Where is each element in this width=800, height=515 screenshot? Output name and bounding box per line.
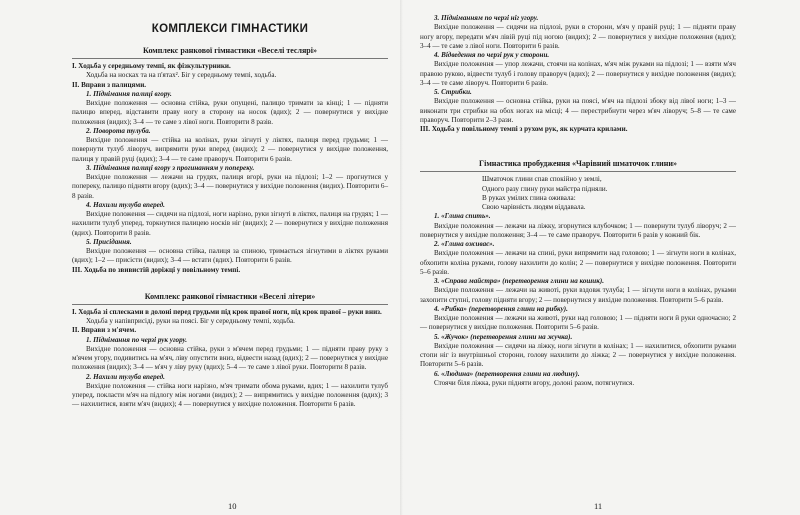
paragraph: Вихідне положення — основна стійка, руки на поясі, м'яч на підлозі збоку від лівої ноги; 1–3 — виконати три стрибки на обох ногах на місці; 4 — перестрибнути через м'яч ліворуч; 5–8 — те саме праворуч. Повторити 2–3 рази. <box>420 97 736 124</box>
exercise-title: 5. Стрибки. <box>434 88 472 96</box>
title-divider <box>420 171 736 172</box>
complex-title: Гімнастика пробудження «Чарівний шматочок глини» <box>479 159 677 169</box>
spacer <box>420 134 736 154</box>
paragraph: Стоячи біля ліжка, руки підняти вгору, долоні разом, потягнутися. <box>434 378 635 387</box>
paragraph: Вихідне положення — лежачи на животі, руки над головою; 1 — підняти ноги й руки одночасно; 2 — повернутися у вихідне положення. Повторити 5–6 разів. <box>420 314 736 332</box>
page-title: КОМПЛЕКСИ ГІМНАСТИКИ <box>151 23 309 35</box>
exercise-title: 1. Піднімання палиці вгору. <box>86 89 172 98</box>
paragraph: Вихідне положення — сидячи на підлозі, руки в сторони, м'яч у правій руці; 1 — підняти праву ногу вгору, передати м'яч лівій руці під ногою (видих); 2 — повернутися у вихідне положення (вдих); 3–4 — те саме з лівої ноги. Повторити 6 разів. <box>420 23 736 50</box>
exercise-title: 2. Поворота тулуба. <box>86 126 151 135</box>
spacer <box>72 275 388 287</box>
title-divider <box>72 304 388 305</box>
paragraph: Ходьба у напівприсіді, руки на поясі. Біг у середньому темпі, ходьба. <box>86 317 295 325</box>
exercise-title: 4. «Рибка» (перетворення глини на рибку). <box>434 304 568 313</box>
exercise-title: 1. «Глина спить». <box>434 212 491 221</box>
poem-line: Шматочок глини спав спокійно у землі, <box>482 175 602 184</box>
paragraph: Вихідне положення — лежачи на ліжку, згорнутися клубочком; 1 — повернути тулуб ліворуч; 2 — повернутися у вихідне положення; 3–4 — те саме праворуч. Повторити 6 разів у кожний бік. <box>420 221 736 239</box>
right-page <box>402 0 800 515</box>
title-divider <box>72 58 388 59</box>
exercise-title: 5. «Жучок» (перетворення глини на жучка). <box>434 332 573 341</box>
complex-title: Комплекс ранкової гімнастики «Веселі теслярі» <box>143 46 317 55</box>
poem-line: Одного разу глину руки майстра підняли. <box>482 184 608 193</box>
paragraph: Вихідне положення — лежачи на спині, руки випрямити над головою; 1 — зігнути ноги в колінах, обхопити коліна руками, голову нахилити до колін; 2 — повернутися у вихідне положення. Повторити 5–6 разів. <box>420 249 736 276</box>
paragraph: Ходьба на носках та на п'ятах². Біг у середньому темпі, ходьба. <box>86 71 277 80</box>
page-number: 10 <box>228 500 237 511</box>
poem-line: Свою чарівність людям віддавала. <box>482 203 586 211</box>
poem-line: В руках умілих глина оживала: <box>482 193 576 202</box>
exercise-title: 3. Підніманням по черзі ніг угору. <box>434 14 539 22</box>
paragraph: Вихідне положення — лежачи на грудях, палиця вгорі, руки на підлозі; 1–2 — прогнутися у попереку, палицю підняти вгору (вдих); 3–4 — повернутися у вихідне положення (видих). Повторити 6–8 разів. <box>72 173 389 200</box>
exercise-title: 4. Нахили тулуба вперед. <box>86 200 165 209</box>
section-heading: ІІ. Вправи з м'ячем. <box>72 326 137 335</box>
exercise-title: 1. Піднімання по черзі рук угору. <box>86 335 188 344</box>
exercise-title: 2. «Глина оживає». <box>434 240 495 248</box>
section-heading: І. Ходьба у середньому темпі, як фізкультурники. <box>72 62 231 70</box>
exercise-title: 4. Відведення по черзі рук у сторони. <box>434 51 550 59</box>
section-heading: ІІІ. Ходьба у повільному темпі з рухом рук, як курчата крилами. <box>420 125 628 133</box>
paragraph: Вихідне положення — упор лежачи, стоячи на колінах, м'яч між руками на підлозі; 1 — взяти м'яч правою рукою, відвести тулуб і голову праворуч (вдих); 2 — повернутися у вихідне положення (видих); 3–4 — те саме ліворуч. Повторити 6 разів. <box>420 60 736 87</box>
exercise-title: 5. Присідання. <box>86 237 132 246</box>
poem <box>420 175 736 212</box>
paragraph: Вихідне положення — лежачи на животі, руки вздовж тулуба; 1 — зігнути ноги в колінах, руками захопити ступні, голову підняти вгору; 2 — повернутися у вихідне положення. Повторити 5–6 разів. <box>420 286 736 304</box>
paragraph: Вихідне положення — стійка ноги нарізно, м'яч тримати обома руками, вдих; 1 — нахилити тулуб уперед, покласти м'яч на підлогу між ногами (видих); 2 — випрямитись у вихідне положення (вдих); 3 — нахилитися, взяти м'яч (видих); 4 — повернутися у вихідне положення. Повторити 6 разів. <box>72 381 388 409</box>
paragraph: Вихідне положення — основна стійка, руки з м'ячем перед грудьми; 1 — підняти праву руку з м'ячем угору, подивитись на м'яч, ліву опустити вниз, відвести назад (вдих); 2 — повернутися у вихідне положення (видих); 3–4 — м'яч у ліву руку (вдих); 5–4 — те саме з лівої руки. Повторити 8 разів. <box>72 344 388 372</box>
paragraph: Вихідне положення — основна стійка, палиця за спиною, тримається зігнутими в ліктях руками (вдих); 1–2 — присісти (видих); 3–4 — встати (вдих). Повторити 6 разів. <box>72 247 388 265</box>
section-heading: ІІ. Вправи з палицями. <box>72 80 147 89</box>
exercise-title: 6. «Людина» (перетворення глини на людину). <box>434 369 580 378</box>
paragraph: Вихідне положення — основна стійка, руки опущені, палицю тримати за кінці; 1 — підняти палицю вперед, відставити праву ногу в сторону на носок (вдих); 2 — повернутися у вихідне положення (видих); 3–4 — те саме з лівої ноги. Повторити 8 разів. <box>72 99 388 126</box>
section-heading: ІІІ. Ходьба по звивистій доріжці у повільному темпі. <box>72 265 241 274</box>
exercise-title: 2. Нахили тулуба вперед. <box>86 372 165 381</box>
paragraph: Вихідне положення — сидячи на підлозі, ноги нарізно, руки зігнуті в ліктях, палиця на грудях; 1 — нахилити тулуб уперед, торкнутися палицею носків ніг (видих); 2 — повернутися у вихідне положення (вдих). Повторити 8 разів. <box>72 210 388 237</box>
paragraph: Вихідне положення — сидячи на ліжку, ноги зігнути в колінах; 1 — нахилитися, обхопити руками стопи ніг із внутрішньої сторони, голову нахилити до ліжка; 2 — повернутися у вихідне положення. Повторити 5–6 разів. <box>420 341 736 369</box>
paragraph: Вихідне положення — стійка на колінах, руки зігнуті у ліктях, палиця перед грудьми; 1 — повернути тулуб ліворуч, випрямити руки вперед (видих); 2 — повернутися у вихідне положення, палиця у правій руці (вдих); 3–4 — те саме праворуч. Повторити 6 разів. <box>72 136 388 163</box>
section-heading: І. Ходьба зі сплесками в долоні перед грудьми під крок правої ноги, під крок правої – руки вниз. <box>72 307 382 316</box>
exercise-title: 3. «Справа майстра» (перетворення глини на кошик). <box>434 277 604 285</box>
page-number: 11 <box>594 500 603 511</box>
complex-title: Комплекс ранкової гімнастики «Веселі літери» <box>144 291 316 301</box>
exercise-title: 3. Піднімання палиці вгору з прогинанням у попереку. <box>86 163 255 172</box>
